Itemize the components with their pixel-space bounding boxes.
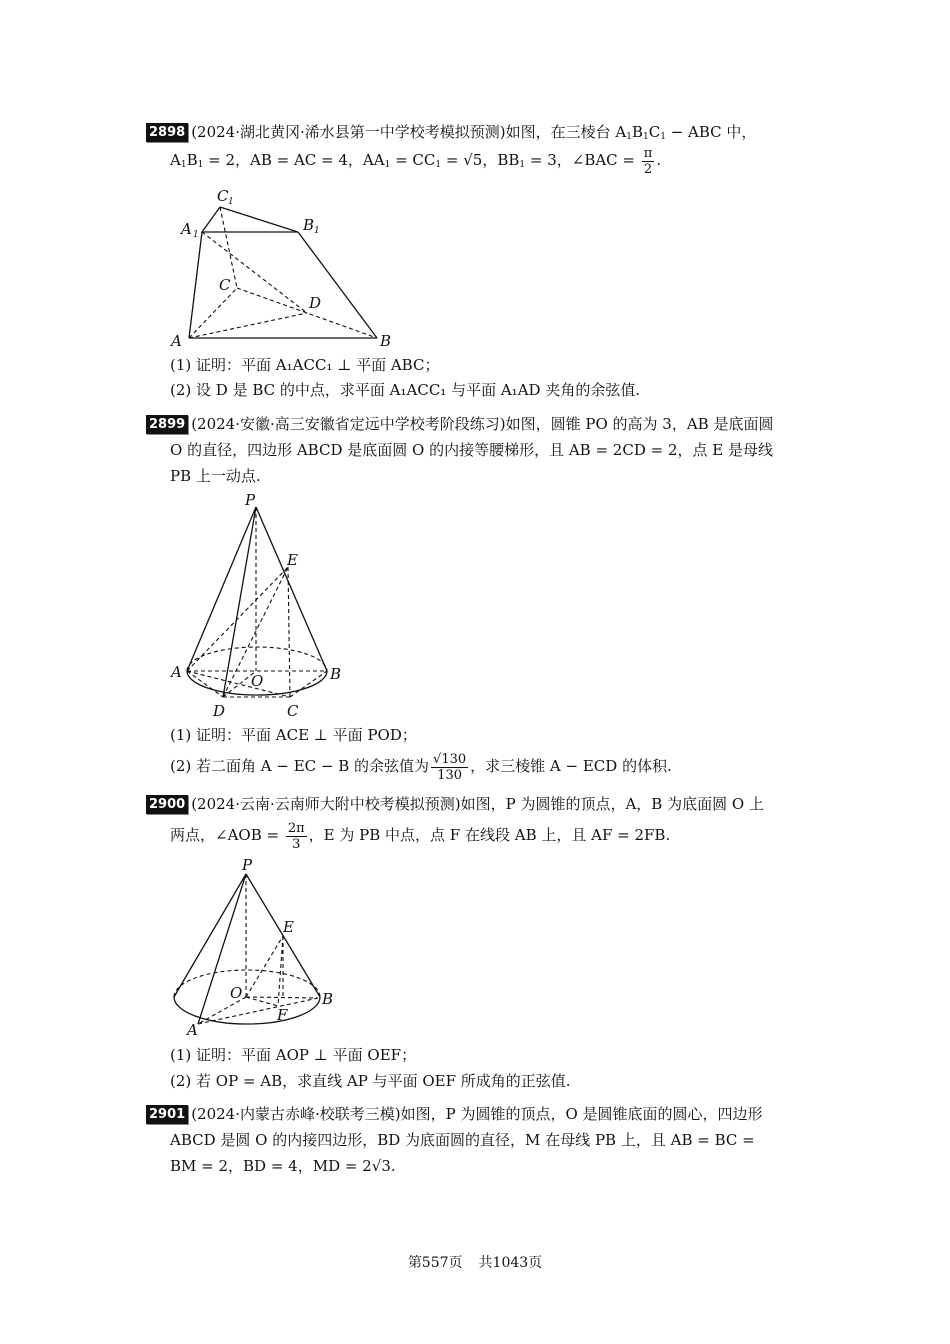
part-2: (2) 若二面角 A − EC − B 的余弦值为 $\frac{√130}{130}$ ，求三棱锥 A − ECD 的体积.: [170, 751, 672, 783]
problem-2900-line2: 两点，∠AOB = $\frac{2\pi}{3}$ ，E 为 PB 中点，点 F 在线段 AB 上，且 AF = 2FB.: [170, 820, 671, 852]
problem-2899-parts: [146, 722, 806, 784]
problem-2901-line2: ABCD 是圆 O 的内接四边形，BD 为底面圆的直径，M 在母线 PB 上，且 AB = BC =: [170, 1131, 755, 1149]
problem-2900: [146, 791, 806, 853]
label-A: A: [171, 663, 182, 681]
label-A: A: [187, 1021, 198, 1039]
label-A: A: [171, 332, 182, 350]
problem-source: (2024·云南·云南师大附中校考模拟预测): [191, 795, 461, 813]
part-1: (1) 证明：平面 A₁ACC₁ ⊥ 平面 ABC；: [170, 356, 440, 374]
label-D: D: [213, 702, 226, 720]
page-number: 第557页: [407, 1255, 463, 1271]
problem-2901-line3: BM = 2，BD = 4，MD = 2√3.: [170, 1157, 396, 1175]
problem-number: 2898: [146, 123, 188, 142]
problem-2898: [146, 119, 806, 177]
fraction: $\frac{\pi}{2}$: [643, 145, 653, 177]
fraction: $\frac{√130}{130}$: [433, 751, 467, 783]
label-P: P: [245, 491, 256, 509]
part-1: (1) 证明：平面 AOP ⊥ 平面 OEF；: [170, 1046, 417, 1064]
problem-number: 2899: [146, 415, 188, 434]
problem-2898-line1: 2898 (2024·湖北黄冈·浠水县第一中学校考模拟预测)如图，在三棱台 $A_1B_1C_1$ − ABC 中，: [146, 119, 806, 145]
svg-text:1: 1: [193, 230, 199, 240]
problem-2900-parts: [146, 1042, 806, 1094]
label-E: E: [283, 918, 294, 936]
page-footer: [0, 1252, 950, 1272]
label-C1: C: [217, 187, 229, 205]
figure-2900-cone: [165, 854, 345, 1040]
part-2: (2) 设 D 是 BC 的中点，求平面 A₁ACC₁ 与平面 A₁AD 夹角的余弦值.: [170, 381, 641, 399]
label-P: P: [242, 856, 253, 874]
part-1: (1) 证明：平面 ACE ⊥ 平面 POD；: [170, 726, 417, 744]
problem-2899: [146, 411, 806, 489]
label-B: B: [322, 990, 334, 1008]
label-O: O: [230, 984, 243, 1002]
problem-source: (2024·湖北黄冈·浠水县第一中学校考模拟预测): [191, 123, 506, 141]
problem-2898-line2: $A_1B_1 = 2$，AB = AC = 4，$AA_1 = CC_1 = √5$，$BB_1 = 3$，∠BAC = $\frac{\pi}{2}$ .: [170, 145, 662, 177]
svg-text:1: 1: [228, 197, 234, 207]
problem-source: (2024·安徽·高三安徽省定远中学校考阶段练习): [191, 415, 506, 433]
problem-number: 2900: [146, 795, 188, 814]
figure-2898-frustum: [165, 182, 405, 354]
problem-2898-parts: [146, 353, 806, 403]
problem-2899-line2: O 的直径，四边形 ABCD 是底面圆 O 的内接等腰梯形，且 AB = 2CD = 2，点 E 是母线: [170, 441, 773, 459]
label-B1: B: [303, 216, 315, 234]
label-C: C: [219, 276, 231, 294]
problem-2900-line1: 2900 (2024·云南·云南师大附中校考模拟预测)如图，P 为圆锥的顶点，A，B 为底面圆 O 上: [146, 791, 806, 817]
problem-2901: [146, 1101, 806, 1179]
label-A1: A: [181, 220, 192, 238]
label-E: E: [287, 551, 298, 569]
problem-2899-line3: PB 上一动点.: [170, 467, 261, 485]
svg-text:1: 1: [314, 226, 320, 236]
page-total: 共1043页: [478, 1255, 543, 1271]
problem-source: (2024·内蒙古赤峰·校联考三模): [191, 1105, 401, 1123]
label-D: D: [309, 294, 322, 312]
part-2: (2) 若 OP = AB，求直线 AP 与平面 OEF 所成角的正弦值.: [170, 1072, 571, 1090]
problem-number: 2901: [146, 1105, 188, 1124]
label-C: C: [287, 702, 299, 720]
figure-2899-cone: [165, 488, 365, 720]
label-B: B: [380, 332, 392, 350]
label-O: O: [251, 672, 264, 690]
label-F: F: [277, 1006, 288, 1024]
problem-2899-line1: 2899 (2024·安徽·高三安徽省定远中学校考阶段练习)如图，圆锥 PO 的高为 3，AB 是底面圆: [146, 411, 806, 437]
problem-2901-line1: 2901 (2024·内蒙古赤峰·校联考三模)如图，P 为圆锥的顶点，O 是圆锥底面的圆心，四边形: [146, 1101, 806, 1127]
fraction: $\frac{2\pi}{3}$: [287, 820, 305, 852]
label-B: B: [330, 665, 342, 683]
